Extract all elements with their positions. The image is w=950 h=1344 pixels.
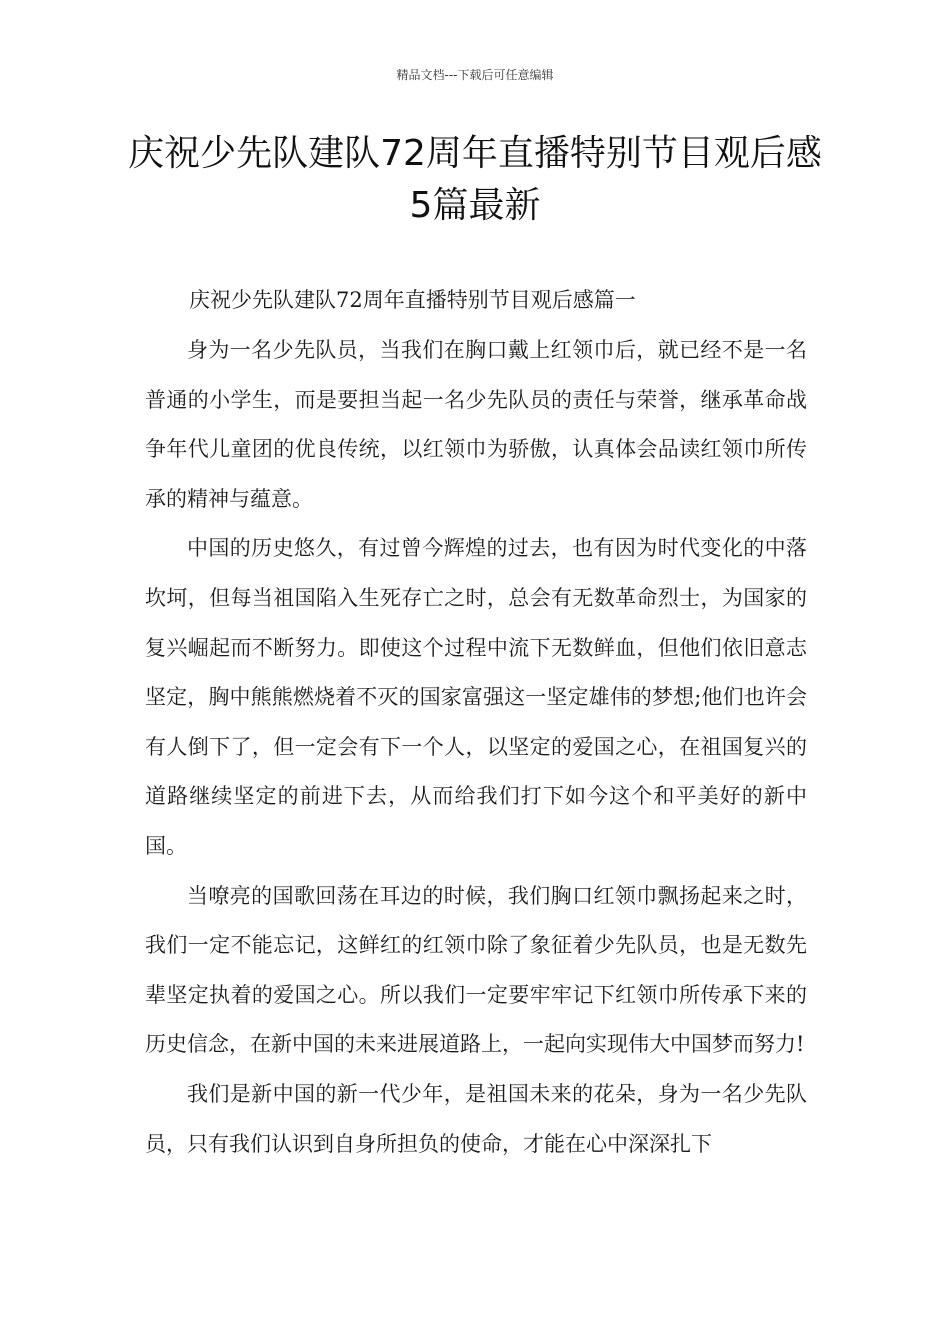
paragraph-4: 我们是新中国的新一代少年，是祖国未来的花朵，身为一名少先队员，只有我们认识到自身所担负的使命，才能在心中深深扎下 — [145, 1081, 807, 1156]
document-title: 庆祝少先队建队72周年直播特别节目观后感5篇最新 — [128, 133, 822, 226]
document-body — [145, 274, 807, 1169]
header-note: 精品文档---下载后可任意编辑 — [396, 68, 554, 82]
paragraph-3: 当嘹亮的国歌回荡在耳边的时候，我们胸口红领巾飘扬起来之时，我们一定不能忘记，这鲜红的红领巾除了象征着少先队员，也是无数先辈坚定执着的爱国之心。所以我们一定要牢牢记下红领巾所传承下来的历史信念，在新中国的未来进展道路上，一起向实现伟大中国梦而努力! — [145, 883, 807, 1057]
paragraph-1: 身为一名少先队员，当我们在胸口戴上红领巾后，就已经不是一名普通的小学生，而是要担当起一名少先队员的责任与荣誉，继承革命战争年代儿童团的优良传统，以红领巾为骄傲，认真体会品读红领巾所传承的精神与蕴意。 — [145, 338, 807, 511]
section-heading: 庆祝少先队建队72周年直播特别节目观后感篇一 — [189, 288, 636, 312]
paragraph-2: 中国的历史悠久，有过曾今辉煌的过去，也有因为时代变化的中落坎坷，但每当祖国陷入生死存亡之时，总会有无数革命烈士，为国家的复兴崛起而不断努力。即使这个过程中流下无数鲜血，但他们依旧意志坚定，胸中熊熊燃烧着不灭的国家富强这一坚定雄伟的梦想;他们也许会有人倒下了，但一定会有下一个人，以坚定的爱国之心，在祖国复兴的道路继续坚定的前进下去，从而给我们打下如今这个和平美好的新中国。 — [145, 536, 807, 858]
